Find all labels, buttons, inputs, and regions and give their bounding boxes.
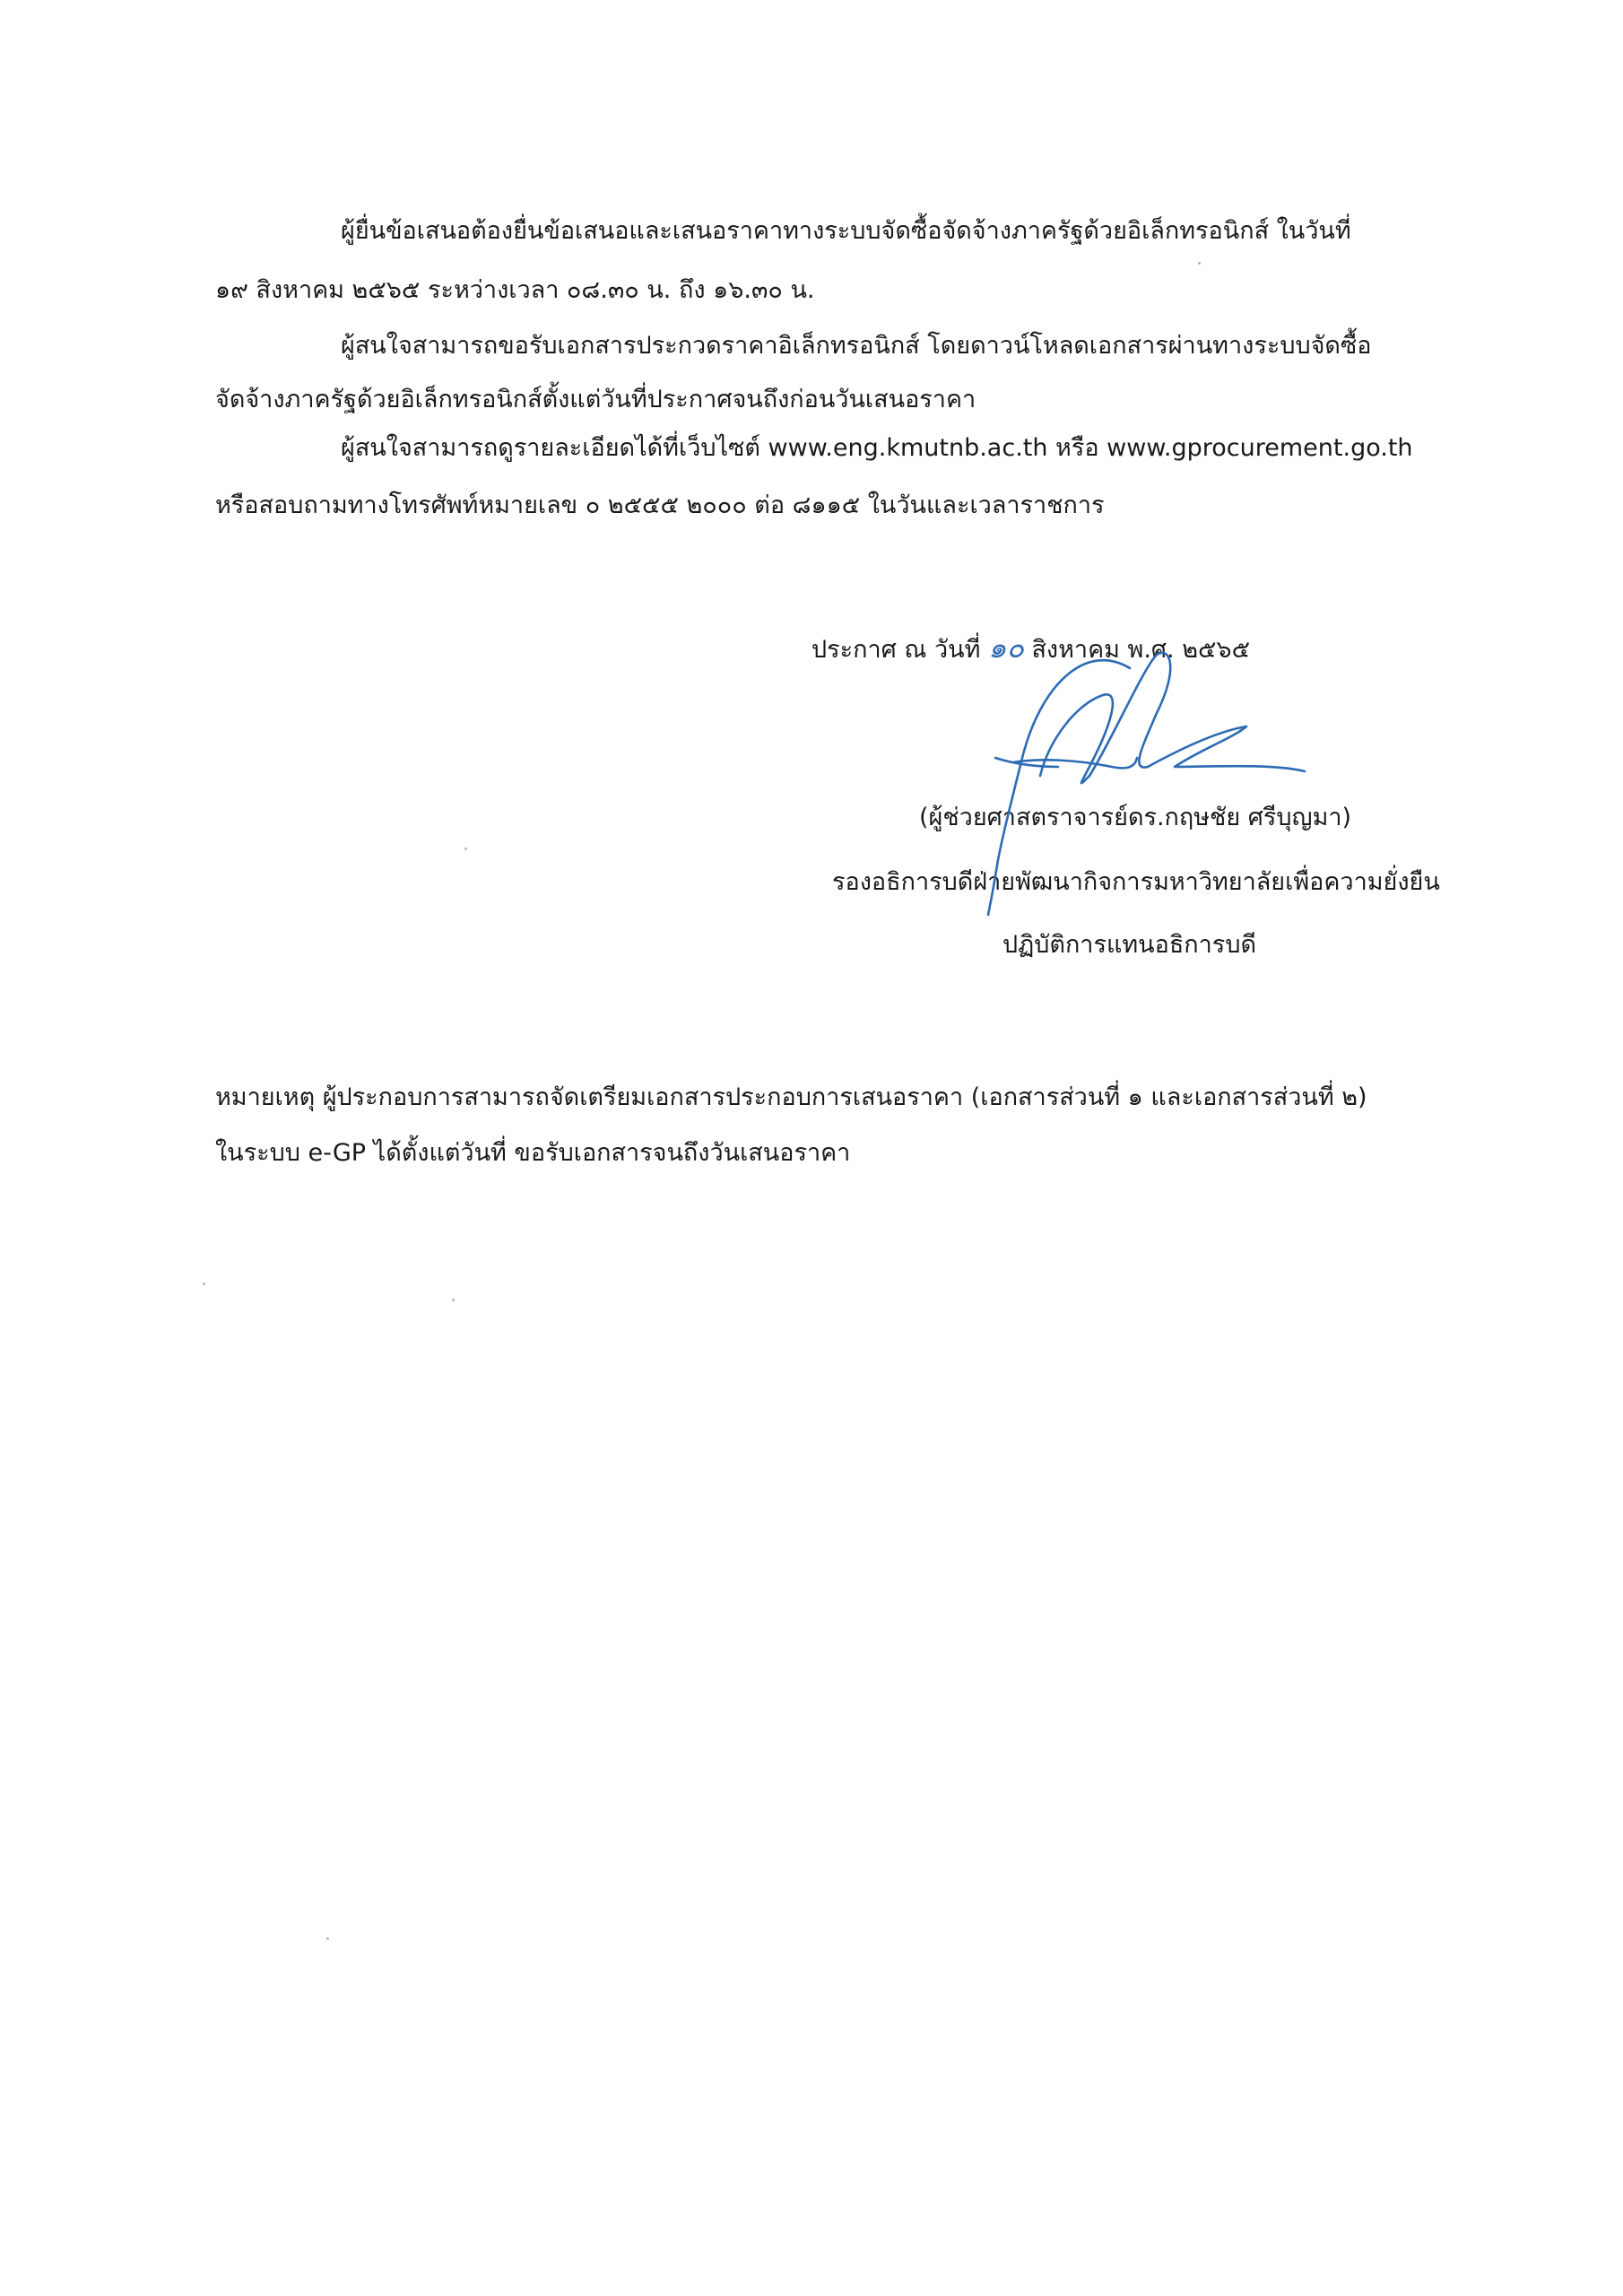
scan-speck [203,1283,205,1285]
signature-icon [977,632,1318,928]
scan-speck [464,848,467,850]
paragraph-3-line-1: ผู้สนใจสามารถดูรายละเอียดได้ที่เว็บไซต์ www.eng.kmutnb.ac.th หรือ www.gprocurement.go.th [341,434,1413,462]
announcement-suffix: สิงหาคม พ.ศ. ๒๕๖๕ [1031,636,1251,664]
note-line-2: ในระบบ e-GP ได้ตั้งแต่วันที่ ขอรับเอกสารจนถึงวันเสนอราคา [215,1139,851,1167]
scan-speck [1198,262,1201,265]
announcement-prefix: ประกาศ ณ วันที่ [812,636,981,664]
scan-speck [326,1937,329,1940]
signatory-acting: ปฏิบัติการแทนอธิการบดี [1002,931,1256,959]
paragraph-3-line-2: หรือสอบถามทางโทรศัพท์หมายเลข ๐ ๒๕๕๕ ๒๐๐๐ ต่อ ๘๑๑๕ ในวันและเวลาราชการ [215,491,1105,519]
signatory-position: รองอธิการบดีฝ่ายพัฒนากิจการมหาวิทยาลัยเพื่อความยั่งยืน [832,868,1440,896]
paragraph-2-line-1: ผู้สนใจสามารถขอรับเอกสารประกวดราคาอิเล็กทรอนิกส์ โดยดาวน์โหลดเอกสารผ่านทางระบบจัดซื้อ [341,332,1372,360]
announcement-day-handwritten: ๑๐ [988,631,1024,665]
paragraph-1-line-2: ๑๙ สิงหาคม ๒๕๖๕ ระหว่างเวลา ๐๘.๓๐ น. ถึง ๑๖.๓๐ น. [215,276,815,304]
paragraph-1-line-1: ผู้ยื่นข้อเสนอต้องยื่นข้อเสนอและเสนอราคาทางระบบจัดซื้อจัดจ้างภาครัฐด้วยอิเล็กทรอนิกส์ ในวันที่ [341,217,1351,245]
signatory-name: (ผู้ช่วยศาสตราจารย์ดร.กฤษชัย ศรีบุญมา) [919,804,1352,831]
paragraph-2-line-2: จัดจ้างภาครัฐด้วยอิเล็กทรอนิกส์ตั้งแต่วันที่ประกาศจนถึงก่อนวันเสนอราคา [215,386,976,413]
note-line-1: หมายเหตุ ผู้ประกอบการสามารถจัดเตรียมเอกสารประกอบการเสนอราคา (เอกสารส่วนที่ ๑ และเอกสารส่วนที่ ๒) [215,1083,1367,1111]
scan-speck [452,1299,455,1301]
